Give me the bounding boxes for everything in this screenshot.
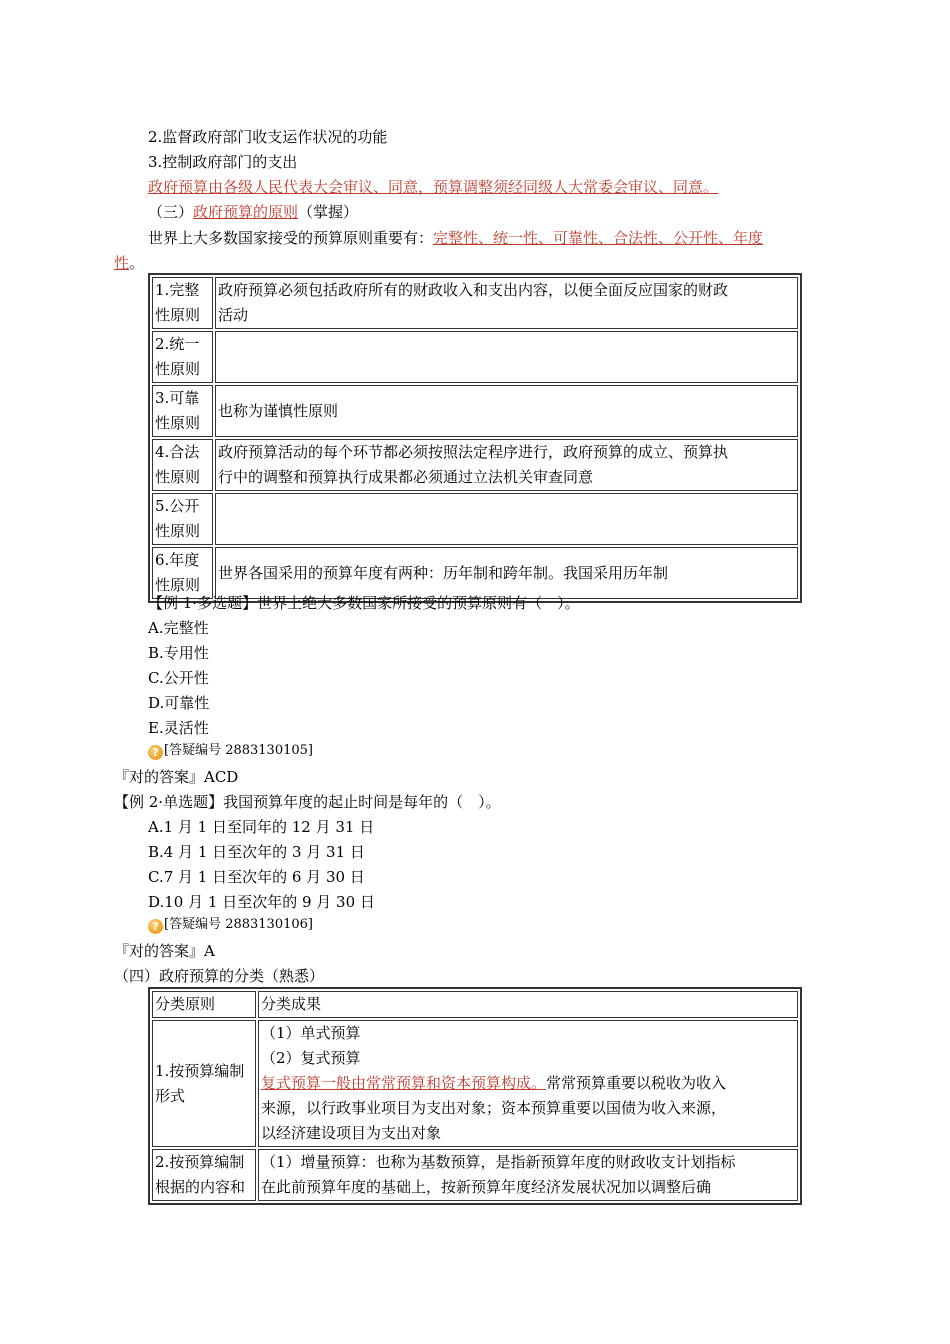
section-3-prefix: （三） (148, 203, 194, 221)
principle-name: 3.可靠 性原则 (152, 385, 213, 437)
section-4-heading: （四）政府预算的分类（熟悉） (114, 967, 325, 985)
table-row (152, 439, 798, 491)
principle-name: 1.完整 性原则 (152, 277, 213, 329)
classification-result: （1）单式预算 （2）复式预算 复式预算一般由常常预算和资本预算构成。常常预算重要以税收为收入 来源，以行政事业项目为支出对象；资本预算重要以国债为收入来源， 以经济建设项目为支出对象 (258, 1020, 798, 1147)
header-cell: 分类原则 (152, 991, 256, 1018)
example-1-option-a: A.完整性 (148, 619, 209, 637)
table-row (152, 385, 798, 437)
question-mark-icon: ? (148, 919, 163, 934)
section-3-title: 政府预算的原则 (193, 203, 299, 221)
classification-name: 1.按预算编制 形式 (152, 1020, 256, 1147)
principle-desc: 政府预算必须包括政府所有的财政收入和支出内容，以便全面反应国家的财政 活动 (215, 277, 798, 329)
question-mark-icon: ? (148, 745, 163, 760)
example-1-qid[interactable] (148, 738, 313, 762)
principle-desc (215, 493, 798, 545)
principle-name: 4.合法 性原则 (152, 439, 213, 491)
principle-desc: 政府预算活动的每个环节都必须按照法定程序进行，政府预算的成立、预算执 行中的调整和预算执行成果都必须通过立法机关审查同意 (215, 439, 798, 491)
item-3: 3.控制政府部门的支出 (148, 153, 298, 171)
section-3-heading (148, 201, 358, 223)
header-cell: 分类成果 (258, 991, 798, 1018)
item-2: 2.监督政府部门收支运作状况的功能 (148, 128, 388, 146)
qid-label: [答疑编号 2883130106] (164, 917, 313, 932)
principle-desc (215, 331, 798, 383)
example-1-answer: 『对的答案』ACD (114, 768, 239, 786)
example-1-option-b: B.专用性 (148, 644, 209, 662)
principles-list-end: 性 (114, 254, 130, 272)
principles-intro (148, 227, 763, 249)
example-2-option-a: A.1 月 1 日至同年的 12 月 31 日 (148, 818, 375, 836)
example-1-option-d: D.可靠性 (148, 694, 210, 712)
principle-name: 6.年度 性原则 (152, 547, 213, 599)
example-1-question: 【例 1·多选题】世界上绝大多数国家所接受的预算原则有（ ）。 (148, 594, 580, 612)
principles-intro-cont (114, 252, 144, 274)
example-2-option-b: B.4 月 1 日至次年的 3 月 31 日 (148, 843, 365, 861)
red-note: 政府预算由各级人民代表大会审议、同意，预算调整须经同级人大常委会审议、同意。 (148, 178, 719, 196)
qid-label: [答疑编号 2883130105] (164, 743, 313, 758)
table-row (152, 1149, 798, 1201)
principles-period: 。 (129, 254, 145, 272)
principle-name: 5.公开 性原则 (152, 493, 213, 545)
example-1-option-c: C.公开性 (148, 669, 209, 687)
classification-result: （1）增量预算：也称为基数预算，是指新预算年度的财政收支计划指标 在此前预算年度的基础上，按新预算年度经济发展状况加以调整后确 (258, 1149, 798, 1201)
example-1-option-e: E.灵活性 (148, 719, 209, 737)
example-2-option-d: D.10 月 1 日至次年的 9 月 30 日 (148, 893, 375, 911)
principles-table (148, 273, 802, 603)
example-2-question: 【例 2·单选题】我国预算年度的起止时间是每年的（ ）。 (114, 793, 501, 811)
principles-intro-text: 世界上大多数国家接受的预算原则重要有： (148, 229, 434, 247)
principle-name: 2.统一 性原则 (152, 331, 213, 383)
table-row (152, 277, 798, 329)
classification-table (148, 987, 802, 1205)
classification-name: 2.按预算编制 根据的内容和 (152, 1149, 256, 1201)
example-2-answer: 『对的答案』A (114, 942, 215, 960)
principle-desc: 世界各国采用的预算年度有两种：历年制和跨年制。我国采用历年制 (215, 547, 798, 599)
example-2-qid[interactable] (148, 912, 313, 936)
table-row (152, 331, 798, 383)
table-header-row (152, 991, 798, 1018)
table-row (152, 493, 798, 545)
principle-desc: 也称为谨慎性原则 (215, 385, 798, 437)
principles-list: 完整性、统一性、可靠性、合法性、公开性、年度 (433, 229, 764, 247)
section-3-suffix: （掌握） (298, 203, 359, 221)
table-row (152, 1020, 798, 1147)
example-2-option-c: C.7 月 1 日至次年的 6 月 30 日 (148, 868, 365, 886)
